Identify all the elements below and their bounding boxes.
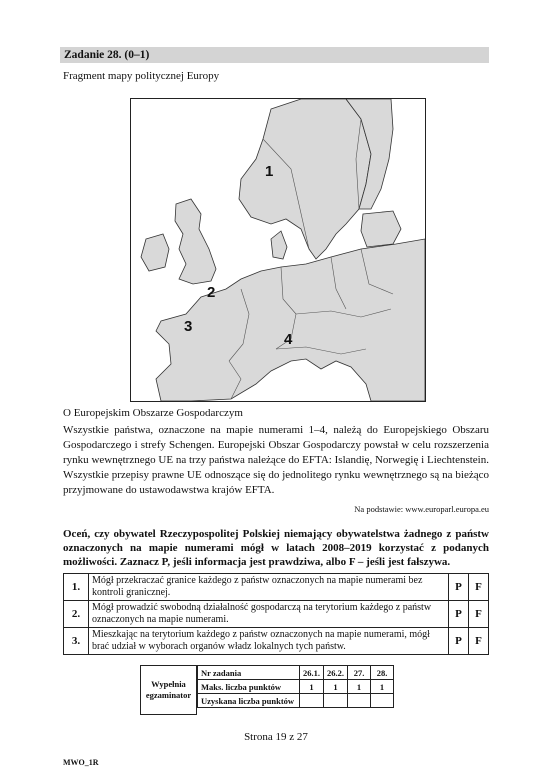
statement-number: 2.	[64, 601, 89, 628]
scoring-row-label: Maks. liczba punktów	[198, 680, 300, 694]
map-caption: Fragment mapy politycznej Europy	[63, 70, 220, 82]
score-input-cell[interactable]	[371, 694, 394, 708]
true-option[interactable]: P	[449, 574, 469, 601]
map-label-2: 2	[207, 284, 216, 301]
statement-number: 1.	[64, 574, 89, 601]
score-input-cell[interactable]	[348, 694, 371, 708]
scoring-cell: 26.2.	[324, 666, 348, 680]
statements-table	[63, 573, 489, 655]
question-text: Oceń, czy obywatel Rzeczypospolitej Polskiej niemający obywatelstwa żadnego z państw oznaczonych na mapie numerami mógł w latach 2008–2019 korzystać z podanych możliwości. Zaznacz P, jeśli informacja jest prawdziwa, albo F – jeśli jest fałszywa.	[63, 528, 489, 568]
scoring-cell: 26.1.	[300, 666, 324, 680]
score-input-cell[interactable]	[324, 694, 348, 708]
scoring-row	[198, 694, 394, 708]
scoring-row	[198, 666, 394, 680]
great-britain-land	[175, 199, 216, 284]
true-option[interactable]: P	[449, 601, 469, 628]
info-paragraph: Wszystkie państwa, oznaczone na mapie numerami 1–4, należą do Europejskiego Obszaru Gospodarczego i strefy Schengen. Europejski Obszar Gospodarczy powstał w celu rozszerzenia rynku wewnętrznego UE na trzy państwa należące do EFTA: Islandię, Norwegię i Liechtenstein. Wszystkie przepisy prawne UE odnoszące się do jednolitego rynku wewnętrznego są na bieżąco przyjmowane do ustawodawstwa krajów EFTA.	[63, 424, 489, 496]
scoring-cell: 1	[348, 680, 371, 694]
statement-row	[64, 574, 489, 601]
europe-map-svg	[131, 99, 425, 401]
statement-text: Mieszkając na terytorium każdego z państw oznaczonych na mapie numerami, mógł brać udział w wyborach organów władz lokalnych tych państw.	[89, 628, 449, 655]
scandinavia-land	[239, 99, 371, 259]
baltics-land	[361, 211, 401, 247]
scoring-row	[198, 680, 394, 694]
page-number: Strona 19 z 27	[244, 731, 308, 743]
ireland-land	[141, 234, 169, 271]
statement-text: Mógł przekraczać granice każdego z państw oznaczonych na mapie numerami bez kontroli granicznej.	[89, 574, 449, 601]
map-label-3: 3	[184, 318, 193, 335]
examiner-label: Wypełnia egzaminator	[140, 665, 197, 715]
exam-code: MWO_1R	[63, 758, 99, 767]
scoring-row-label: Uzyskana liczba punktów	[198, 694, 300, 708]
section-title: O Europejskim Obszarze Gospodarczym	[63, 407, 243, 419]
false-option[interactable]: F	[469, 628, 489, 655]
scoring-table	[197, 665, 394, 708]
false-option[interactable]: F	[469, 574, 489, 601]
scoring-cell: 1	[300, 680, 324, 694]
false-option[interactable]: F	[469, 601, 489, 628]
scoring-row-label: Nr zadania	[198, 666, 300, 680]
map-label-4: 4	[284, 331, 293, 348]
map-label-1: 1	[265, 163, 274, 180]
source-note: Na podstawie: www.europarl.europa.eu	[354, 504, 489, 514]
statement-text: Mógł prowadzić swobodną działalność gospodarczą na terytorium każdego z państw oznaczonych na mapie numerami.	[89, 601, 449, 628]
scoring-cell: 28.	[371, 666, 394, 680]
statement-row	[64, 601, 489, 628]
denmark-land	[271, 231, 287, 259]
scoring-cell: 1	[324, 680, 348, 694]
scoring-cell: 27.	[348, 666, 371, 680]
score-input-cell[interactable]	[300, 694, 324, 708]
true-option[interactable]: P	[449, 628, 469, 655]
europe-map	[130, 98, 426, 402]
statement-row	[64, 628, 489, 655]
task-title: Zadanie 28. (0–1)	[64, 49, 150, 61]
statement-number: 3.	[64, 628, 89, 655]
scoring-cell: 1	[371, 680, 394, 694]
